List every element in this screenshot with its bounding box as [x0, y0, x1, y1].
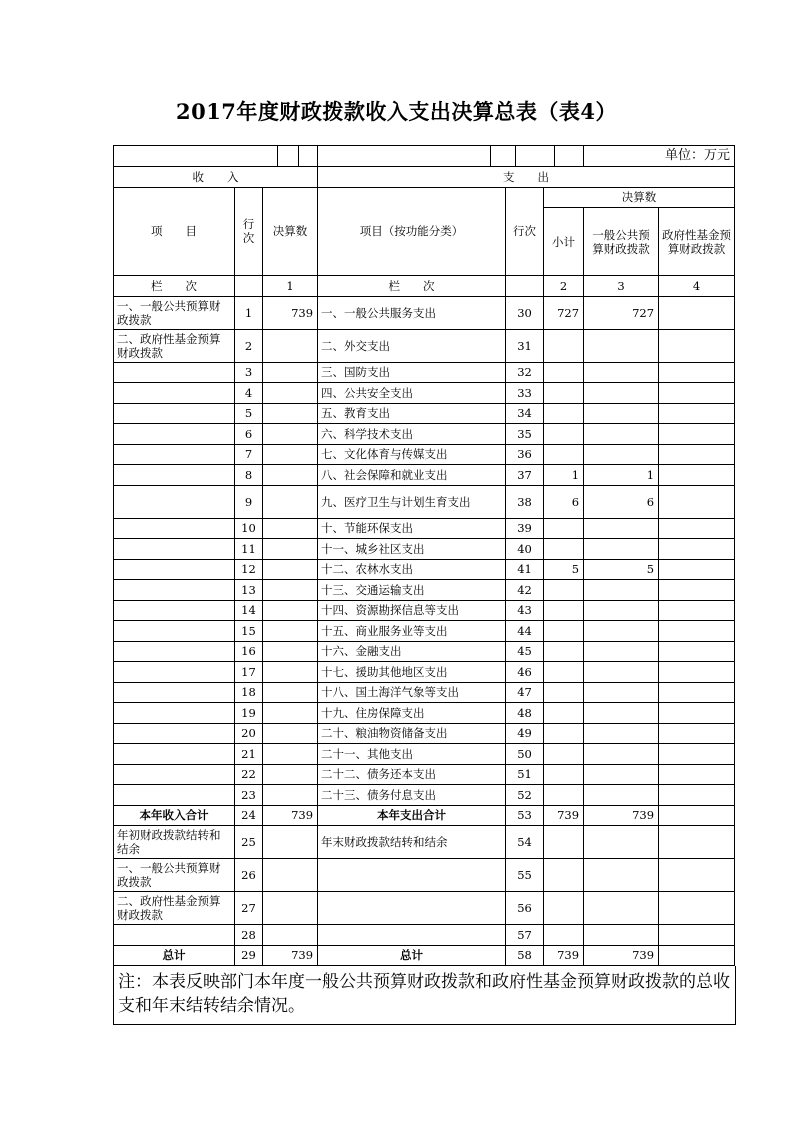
subtotal-amount	[544, 925, 584, 946]
income-amount	[263, 580, 318, 601]
income-row-no: 1	[235, 296, 263, 329]
table-row	[114, 362, 735, 383]
general-budget-amount	[584, 785, 659, 806]
income-row-no: 6	[235, 424, 263, 445]
income-item	[114, 559, 235, 580]
gov-fund-amount	[659, 329, 735, 362]
subtotal-amount	[544, 859, 584, 892]
subtotal-amount	[544, 682, 584, 703]
subtotal-amount: 739	[544, 805, 584, 826]
column-header-row	[114, 187, 735, 208]
subtotal-amount	[544, 892, 584, 925]
expense-row-no: 48	[506, 703, 544, 724]
subtotal-amount	[544, 518, 584, 539]
table-row	[114, 805, 735, 826]
income-row-no: 9	[235, 485, 263, 518]
expense-item: 年末财政拨款结转和结余	[318, 826, 506, 859]
general-budget-amount	[584, 444, 659, 465]
gov-fund-amount	[659, 424, 735, 445]
income-item	[114, 600, 235, 621]
gov-fund-amount	[659, 621, 735, 642]
expense-item: 五、教育支出	[318, 403, 506, 424]
income-amount	[263, 925, 318, 946]
income-item	[114, 518, 235, 539]
expense-row-no: 44	[506, 621, 544, 642]
general-budget-amount	[584, 662, 659, 683]
general-budget-amount	[584, 600, 659, 621]
income-amount	[263, 362, 318, 383]
income-amount	[263, 559, 318, 580]
income-item	[114, 925, 235, 946]
income-amount: 739	[263, 945, 318, 966]
table-row	[114, 518, 735, 539]
table-body	[114, 146, 735, 966]
table-row	[114, 600, 735, 621]
page-title: 2017年度财政拨款收入支出决算总表（表4）	[175, 99, 618, 124]
general-budget-amount	[584, 641, 659, 662]
gov-fund-amount	[659, 485, 735, 518]
expense-row-no: 49	[506, 723, 544, 744]
gov-fund-amount	[659, 662, 735, 683]
expense-row-no: 54	[506, 826, 544, 859]
column-index-row	[114, 276, 735, 297]
expense-item: 十六、金融支出	[318, 641, 506, 662]
income-row-no: 23	[235, 785, 263, 806]
section-header-row	[114, 167, 735, 188]
expense-item	[318, 925, 506, 946]
col-label-left: 栏 次	[114, 276, 235, 297]
income-item	[114, 424, 235, 445]
income-amount	[263, 485, 318, 518]
general-budget-amount	[584, 703, 659, 724]
income-item	[114, 744, 235, 765]
expense-row-no: 37	[506, 465, 544, 486]
income-row-no: 4	[235, 383, 263, 404]
table-row	[114, 925, 735, 946]
table-row	[114, 859, 735, 892]
income-item: 本年收入合计	[114, 805, 235, 826]
income-row-no: 26	[235, 859, 263, 892]
general-budget-amount	[584, 682, 659, 703]
expense-row-no: 57	[506, 925, 544, 946]
gov-fund-amount	[659, 682, 735, 703]
expense-row-no: 51	[506, 764, 544, 785]
subtotal-amount	[544, 764, 584, 785]
income-header: 收 入	[114, 167, 318, 188]
table-row	[114, 485, 735, 518]
income-amount	[263, 621, 318, 642]
income-item	[114, 662, 235, 683]
expense-item: 八、社会保障和就业支出	[318, 465, 506, 486]
table-row	[114, 945, 735, 966]
subtotal-amount	[544, 539, 584, 560]
expense-row-no: 32	[506, 362, 544, 383]
income-amount	[263, 859, 318, 892]
gov-fund-amount	[659, 925, 735, 946]
expense-item: 十、节能环保支出	[318, 518, 506, 539]
general-budget-amount	[584, 539, 659, 560]
table-row	[114, 744, 735, 765]
col-label-right: 栏 次	[318, 276, 506, 297]
footnote: 注：本表反映部门本年度一般公共预算财政拨款和政府性基金预算财政拨款的总收支和年末结转结余情况。	[113, 966, 736, 1025]
income-item: 总计	[114, 945, 235, 966]
income-amount	[263, 383, 318, 404]
expense-row-no: 46	[506, 662, 544, 683]
expense-row-no: 39	[506, 518, 544, 539]
gov-fund-amount	[659, 539, 735, 560]
income-amount	[263, 892, 318, 925]
table-row	[114, 444, 735, 465]
income-amount	[263, 641, 318, 662]
subtotal-amount	[544, 580, 584, 601]
col-index-1: 1	[263, 276, 318, 297]
income-item	[114, 383, 235, 404]
gov-fund-amount	[659, 723, 735, 744]
subtotal-amount	[544, 362, 584, 383]
unit-label: 单位：万元	[584, 146, 735, 167]
gov-fund-amount	[659, 403, 735, 424]
expense-row-no: 35	[506, 424, 544, 445]
table-row	[114, 785, 735, 806]
income-item: 二、政府性基金预算财政拨款	[114, 329, 235, 362]
general-budget-amount	[584, 744, 659, 765]
income-row-no: 24	[235, 805, 263, 826]
subtotal-amount: 5	[544, 559, 584, 580]
expense-item: 十五、商业服务业等支出	[318, 621, 506, 642]
expense-row-no: 40	[506, 539, 544, 560]
income-amount	[263, 723, 318, 744]
gov-fund-amount	[659, 703, 735, 724]
income-amount	[263, 682, 318, 703]
income-item	[114, 764, 235, 785]
gov-fund-amount	[659, 744, 735, 765]
gov-fund-amount	[659, 764, 735, 785]
subtotal-amount: 727	[544, 296, 584, 329]
income-row-no: 27	[235, 892, 263, 925]
table-row	[114, 892, 735, 925]
general-budget-amount	[584, 362, 659, 383]
general-budget-amount	[584, 892, 659, 925]
table-row	[114, 296, 735, 329]
income-amount	[263, 703, 318, 724]
table-row	[114, 329, 735, 362]
table-row	[114, 682, 735, 703]
col-index-4: 4	[659, 276, 735, 297]
subtotal-amount	[544, 703, 584, 724]
subtotal-amount	[544, 785, 584, 806]
income-item	[114, 703, 235, 724]
income-row-no: 22	[235, 764, 263, 785]
expense-item: 总计	[318, 945, 506, 966]
income-row-no: 11	[235, 539, 263, 560]
income-amount	[263, 662, 318, 683]
expense-item: 二十二、债务还本支出	[318, 764, 506, 785]
general-budget-amount	[584, 518, 659, 539]
unit-row	[114, 146, 735, 167]
income-row-no: 13	[235, 580, 263, 601]
income-item: 一、一般公共预算财政拨款	[114, 296, 235, 329]
income-row-no: 2	[235, 329, 263, 362]
gov-fund-amount	[659, 580, 735, 601]
table-row	[114, 539, 735, 560]
expense-item: 十二、农林水支出	[318, 559, 506, 580]
general-budget-amount	[584, 329, 659, 362]
expense-item: 二十一、其他支出	[318, 744, 506, 765]
expense-item: 本年支出合计	[318, 805, 506, 826]
amount-group-header: 决算数	[544, 187, 735, 208]
income-row-no: 3	[235, 362, 263, 383]
income-row-no: 29	[235, 945, 263, 966]
gov-fund-amount	[659, 785, 735, 806]
row-no-header: 行次	[235, 187, 263, 276]
expense-item: 二十、粮油物资储备支出	[318, 723, 506, 744]
income-row-no: 19	[235, 703, 263, 724]
income-item	[114, 485, 235, 518]
table-row	[114, 662, 735, 683]
gov-fund-amount	[659, 805, 735, 826]
subtotal-amount	[544, 723, 584, 744]
expense-item: 十九、住房保障支出	[318, 703, 506, 724]
expense-item	[318, 892, 506, 925]
expense-row-no: 43	[506, 600, 544, 621]
subtotal-amount	[544, 744, 584, 765]
expense-item: 一、一般公共服务支出	[318, 296, 506, 329]
budget-table	[113, 145, 735, 966]
expense-item: 三、国防支出	[318, 362, 506, 383]
income-row-no: 20	[235, 723, 263, 744]
income-item	[114, 465, 235, 486]
gov-fund-amount	[659, 559, 735, 580]
expense-row-no: 47	[506, 682, 544, 703]
expense-item	[318, 859, 506, 892]
expense-row-no: 58	[506, 945, 544, 966]
expense-row-no: 42	[506, 580, 544, 601]
gov-fund-amount	[659, 600, 735, 621]
table-row	[114, 621, 735, 642]
gov-fund-amount	[659, 383, 735, 404]
income-amount	[263, 518, 318, 539]
general-budget-amount: 727	[584, 296, 659, 329]
gov-fund-amount	[659, 518, 735, 539]
expense-item: 十一、城乡社区支出	[318, 539, 506, 560]
income-amount	[263, 785, 318, 806]
general-budget-header: 一般公共预算财政拨款	[584, 208, 659, 276]
subtotal-amount	[544, 662, 584, 683]
income-item: 年初财政拨款结转和结余	[114, 826, 235, 859]
expense-row-no: 38	[506, 485, 544, 518]
subtotal-amount	[544, 600, 584, 621]
expense-header: 支 出	[318, 167, 735, 188]
table-row	[114, 826, 735, 859]
expense-row-no: 45	[506, 641, 544, 662]
income-amount	[263, 424, 318, 445]
expense-item: 四、公共安全支出	[318, 383, 506, 404]
income-item	[114, 444, 235, 465]
expense-item: 十七、援助其他地区支出	[318, 662, 506, 683]
subtotal-amount	[544, 641, 584, 662]
gov-fund-amount	[659, 362, 735, 383]
table-row	[114, 403, 735, 424]
expense-row-no: 50	[506, 744, 544, 765]
general-budget-amount: 1	[584, 465, 659, 486]
income-item: 一、一般公共预算财政拨款	[114, 859, 235, 892]
income-row-no: 10	[235, 518, 263, 539]
col-index-blank	[235, 276, 263, 297]
income-item: 二、政府性基金预算财政拨款	[114, 892, 235, 925]
table-row	[114, 764, 735, 785]
income-row-no: 12	[235, 559, 263, 580]
expense-item: 二十三、债务付息支出	[318, 785, 506, 806]
income-row-no: 21	[235, 744, 263, 765]
general-budget-amount: 6	[584, 485, 659, 518]
income-item	[114, 362, 235, 383]
subtotal-amount	[544, 424, 584, 445]
income-row-no: 25	[235, 826, 263, 859]
income-row-no: 28	[235, 925, 263, 946]
general-budget-amount	[584, 383, 659, 404]
income-item	[114, 682, 235, 703]
subtotal-header: 小计	[544, 208, 584, 276]
expense-item: 十八、国土海洋气象等支出	[318, 682, 506, 703]
general-budget-amount: 5	[584, 559, 659, 580]
general-budget-amount	[584, 403, 659, 424]
income-row-no: 7	[235, 444, 263, 465]
gov-fund-amount	[659, 641, 735, 662]
income-item	[114, 785, 235, 806]
subtotal-amount	[544, 403, 584, 424]
income-row-no: 17	[235, 662, 263, 683]
table-row	[114, 383, 735, 404]
income-row-no: 14	[235, 600, 263, 621]
expense-row-no: 31	[506, 329, 544, 362]
amount-header: 决算数	[263, 187, 318, 276]
income-amount	[263, 539, 318, 560]
expense-row-no: 41	[506, 559, 544, 580]
table-row	[114, 424, 735, 445]
expense-row-no: 53	[506, 805, 544, 826]
expense-item: 十三、交通运输支出	[318, 580, 506, 601]
table-row	[114, 723, 735, 744]
gov-fund-amount	[659, 444, 735, 465]
income-row-no: 18	[235, 682, 263, 703]
general-budget-amount	[584, 925, 659, 946]
general-budget-amount	[584, 621, 659, 642]
subtotal-amount	[544, 329, 584, 362]
general-budget-amount	[584, 859, 659, 892]
col-index-2: 2	[544, 276, 584, 297]
expense-row-no-header: 行次	[506, 187, 544, 276]
income-item	[114, 723, 235, 744]
income-amount	[263, 329, 318, 362]
income-item	[114, 403, 235, 424]
unit-row-mid-cell	[318, 146, 584, 167]
general-budget-amount	[584, 826, 659, 859]
income-row-no: 15	[235, 621, 263, 642]
expense-row-no: 52	[506, 785, 544, 806]
income-item	[114, 641, 235, 662]
table-row	[114, 559, 735, 580]
general-budget-amount	[584, 424, 659, 445]
income-amount	[263, 444, 318, 465]
general-budget-amount	[584, 764, 659, 785]
budget-table-sheet	[113, 145, 734, 1025]
income-item	[114, 621, 235, 642]
expense-item: 二、外交支出	[318, 329, 506, 362]
subtotal-amount	[544, 444, 584, 465]
col-index-blank	[506, 276, 544, 297]
subtotal-amount	[544, 826, 584, 859]
income-amount: 739	[263, 296, 318, 329]
expense-item: 十四、资源勘探信息等支出	[318, 600, 506, 621]
general-budget-amount	[584, 580, 659, 601]
gov-fund-amount	[659, 296, 735, 329]
expense-row-no: 55	[506, 859, 544, 892]
unit-row-left-cell	[114, 146, 318, 167]
general-budget-amount: 739	[584, 945, 659, 966]
expense-item: 九、医疗卫生与计划生育支出	[318, 485, 506, 518]
gov-fund-amount	[659, 892, 735, 925]
gov-fund-amount	[659, 859, 735, 892]
general-budget-amount	[584, 723, 659, 744]
subtotal-amount: 1	[544, 465, 584, 486]
general-budget-amount: 739	[584, 805, 659, 826]
gov-fund-amount	[659, 826, 735, 859]
item-by-function-header: 项目（按功能分类）	[318, 187, 506, 276]
income-row-no: 16	[235, 641, 263, 662]
income-amount	[263, 826, 318, 859]
gov-fund-header: 政府性基金预算财政拨款	[659, 208, 735, 276]
income-amount	[263, 403, 318, 424]
subtotal-amount: 739	[544, 945, 584, 966]
expense-item: 六、科学技术支出	[318, 424, 506, 445]
subtotal-amount	[544, 621, 584, 642]
income-amount: 739	[263, 805, 318, 826]
table-row	[114, 703, 735, 724]
income-item	[114, 539, 235, 560]
income-amount	[263, 764, 318, 785]
income-row-no: 8	[235, 465, 263, 486]
subtotal-amount	[544, 383, 584, 404]
expense-row-no: 33	[506, 383, 544, 404]
income-amount	[263, 600, 318, 621]
table-row	[114, 580, 735, 601]
item-header: 项 目	[114, 187, 235, 276]
col-index-3: 3	[584, 276, 659, 297]
income-item	[114, 580, 235, 601]
income-amount	[263, 465, 318, 486]
expense-row-no: 34	[506, 403, 544, 424]
income-amount	[263, 744, 318, 765]
subtotal-amount: 6	[544, 485, 584, 518]
expense-row-no: 56	[506, 892, 544, 925]
table-row	[114, 641, 735, 662]
gov-fund-amount	[659, 945, 735, 966]
income-row-no: 5	[235, 403, 263, 424]
gov-fund-amount	[659, 465, 735, 486]
expense-item: 七、文化体育与传媒支出	[318, 444, 506, 465]
expense-row-no: 30	[506, 296, 544, 329]
table-row	[114, 465, 735, 486]
expense-row-no: 36	[506, 444, 544, 465]
